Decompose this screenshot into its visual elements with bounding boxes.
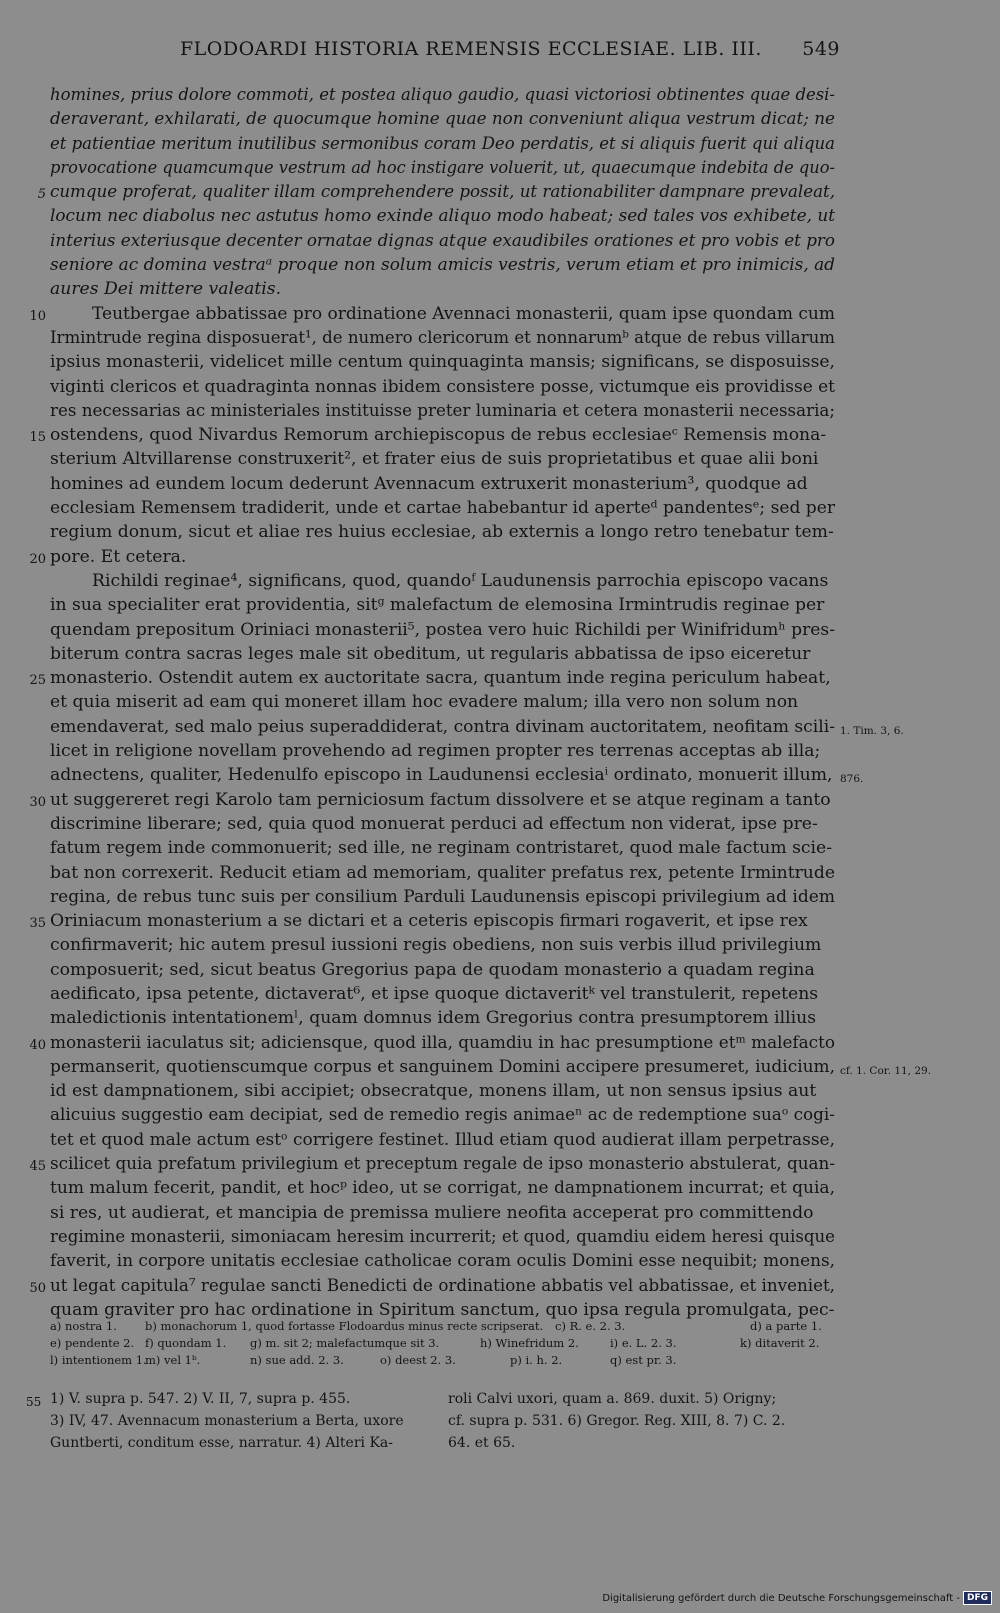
apparatus-entry: l) intentionem 1. bbox=[50, 1353, 147, 1367]
line-text: regimine monasterii, simoniacam heresim incurrerit; et quod, quamdiu eidem heresi quisque bbox=[50, 1226, 835, 1247]
apparatus-entry: e) pendente 2. bbox=[50, 1336, 135, 1350]
line-text: ut suggereret regi Karolo tam perniciosum factum dissolvere et se atque reginam a tanto bbox=[50, 789, 831, 810]
text-line bbox=[50, 132, 835, 156]
text-line bbox=[50, 277, 835, 301]
footnote-left-column: Guntberti, conditum esse, narratur. 4) Alteri Ka- bbox=[50, 1435, 393, 1451]
text-line bbox=[29, 545, 835, 569]
apparatus-line bbox=[50, 1335, 835, 1352]
line-number: 50 bbox=[29, 1280, 46, 1296]
line-text: interius exteriusque decenter ornatae dignas atque exaudibiles orationes et pro vobis et pro bbox=[50, 230, 835, 251]
digitization-credit bbox=[602, 1591, 992, 1605]
line-text: scilicet quia prefatum privilegium et preceptum regale de ipso monasterio abstulerat, quan- bbox=[50, 1154, 835, 1175]
margin-reference: cf. 1. Cor. 11, 29. bbox=[840, 1064, 932, 1077]
page-number: 549 bbox=[802, 38, 840, 60]
text-line bbox=[50, 593, 835, 617]
line-text: maledictionis intentationemˡ, quam domnus idem Gregorius contra presumptorem illius bbox=[50, 1008, 817, 1029]
text-line bbox=[50, 253, 835, 277]
line-number: 10 bbox=[29, 308, 46, 324]
line-text: provocatione quamcumque vestrum ad hoc instigare voluerit, ut, quaecumque indebita de quo- bbox=[50, 157, 835, 178]
line-text: aedificato, ipsa petente, dictaverat⁶, et ipse quoque dictaveritᵏ vel transtulerit, repetens bbox=[50, 983, 819, 1004]
text-line bbox=[50, 763, 864, 787]
line-number: 5 bbox=[37, 187, 46, 203]
line-text: aures Dei mittere valeatis. bbox=[50, 279, 282, 300]
footnote-line bbox=[26, 1388, 835, 1410]
line-text: permanserit, quotienscumque corpus et sanguinem Domini accipere presumeret, iudicium, bbox=[50, 1056, 835, 1077]
line-number: 55 bbox=[26, 1395, 42, 1409]
footnote-right-column: roli Calvi uxori, quam a. 869. duxit. 5) Origny; bbox=[448, 1391, 777, 1407]
apparatus-entry: d) a parte 1. bbox=[750, 1319, 822, 1333]
apparatus-entry: p) i. h. 2. bbox=[510, 1353, 563, 1367]
line-text: homines ad eundem locum dederunt Avennacum extruxerit monasterium³, quodque ad bbox=[50, 473, 808, 494]
text-line bbox=[50, 812, 835, 836]
text-line bbox=[29, 1274, 835, 1298]
text-line bbox=[50, 885, 835, 909]
footnote-right-column: 64. et 65. bbox=[448, 1435, 516, 1451]
line-text: composuerit; sed, sicut beatus Gregorius papa de quodam monasterio a quadam regina bbox=[50, 959, 815, 980]
text-line bbox=[50, 569, 835, 593]
text-line bbox=[50, 690, 835, 714]
line-text: quendam prepositum Oriniaci monasterii⁵, postea vero huic Richildi per Winifridumʰ pres- bbox=[50, 619, 835, 640]
line-text: Teutbergae abbatissae pro ordinatione Avennaci monasterii, quam ipse quondam cum bbox=[92, 303, 835, 324]
line-number: 30 bbox=[29, 794, 46, 810]
text-line bbox=[50, 933, 835, 957]
line-number: 15 bbox=[29, 430, 46, 446]
credit-text: Digitalisierung gefördert durch die Deutsche Forschungsgemeinschaft - bbox=[602, 1592, 960, 1604]
text-line bbox=[29, 909, 835, 933]
text-line bbox=[50, 739, 835, 763]
footnote-line bbox=[50, 1410, 835, 1432]
footnote-right-column: cf. supra p. 531. 6) Gregor. Reg. XIII, 8. 7) C. 2. bbox=[448, 1413, 786, 1429]
line-text: viginti clericos et quadraginta nonnas ibidem consistere posse, victumque eis providisse et bbox=[50, 376, 835, 397]
margin-reference: 1. Tim. 3, 6. bbox=[840, 724, 904, 737]
text-line bbox=[37, 180, 835, 204]
margin-reference: 876. bbox=[840, 773, 864, 786]
text-line bbox=[29, 1152, 835, 1176]
text-line bbox=[50, 472, 835, 496]
text-line bbox=[50, 326, 835, 350]
text-line bbox=[50, 1055, 932, 1079]
text-line bbox=[50, 715, 904, 739]
apparatus-entry: h) Winefridum 2. bbox=[480, 1336, 579, 1350]
footnotes bbox=[26, 1388, 835, 1454]
apparatus-entry: g) m. sit 2; malefactumque sit 3. bbox=[250, 1336, 440, 1350]
text-line bbox=[29, 423, 835, 447]
text-line bbox=[50, 958, 835, 982]
apparatus-line bbox=[50, 1318, 835, 1335]
apparatus-entry: q) est pr. 3. bbox=[610, 1353, 677, 1367]
text-line bbox=[29, 666, 835, 690]
line-text: Oriniacum monasterium a se dictari et a ceteris episcopis firmari rogaverit, et ipse rex bbox=[50, 911, 808, 932]
text-line bbox=[50, 1249, 835, 1273]
line-text: monasterio. Ostendit autem ex auctoritate sacra, quantum inde regina periculum habeat, bbox=[50, 668, 831, 689]
text-line bbox=[50, 204, 835, 228]
text-line bbox=[29, 1031, 835, 1055]
text-line bbox=[29, 302, 835, 326]
text-line bbox=[50, 229, 835, 253]
line-text: seniore ac domina vestraᵃ proque non solum amicis vestris, verum etiam et pro inimicis, ad bbox=[50, 255, 835, 276]
line-text: quam graviter pro hac ordinatione in Spiritum sanctum, quo ipsa regula promulgata, pec- bbox=[50, 1299, 835, 1320]
apparatus-entry: i) e. L. 2. 3. bbox=[610, 1336, 677, 1350]
line-text: confirmaverit; hic autem presul iussioni regis obediens, non suis verbis illud privilegium bbox=[50, 935, 822, 956]
line-number: 25 bbox=[29, 673, 46, 689]
text-line bbox=[50, 642, 835, 666]
text-line bbox=[50, 1006, 835, 1030]
dfg-logo: DFG bbox=[963, 1591, 992, 1605]
line-text: ostendens, quod Nivardus Remorum archiepiscopus de rebus ecclesiaeᶜ Remensis mona- bbox=[50, 425, 827, 446]
line-text: in sua specialiter erat providentia, sitᵍ malefactum de elemosina Irmintrudis reginae per bbox=[50, 595, 825, 616]
text-line bbox=[50, 1103, 835, 1127]
footnote-left-column: 1) V. supra p. 547. 2) V. II, 7, supra p. 455. bbox=[50, 1391, 351, 1407]
line-text: et patientiae meritum inutilibus sermonibus coram Deo perdatis, et si aliquis fuerit qui aliqua bbox=[50, 133, 835, 154]
line-text: Richildi reginae⁴, significans, quod, quandoᶠ Laudunensis parrochia episcopo vacans bbox=[92, 570, 829, 591]
line-text: regina, de rebus tunc suis per consilium Parduli Laudunensis episcopi privilegium ad idem bbox=[50, 886, 835, 907]
line-text: regium donum, sicut et aliae res huius ecclesiae, ab externis a longo retro tenebatur tem- bbox=[50, 522, 834, 543]
text-line bbox=[50, 1201, 835, 1225]
text-line bbox=[50, 982, 835, 1006]
line-text: si res, ut audierat, et mancipia de premissa muliere neofita acceperat pro committendo bbox=[50, 1202, 814, 1223]
text-line bbox=[50, 836, 835, 860]
line-text: tet et quod male actum estᵒ corrigere festinet. Illud etiam quod audierat illam perpetrasse, bbox=[50, 1129, 835, 1150]
line-text: biterum contra sacras leges male sit obeditum, ut regularis abbatissa de ipso eiceretur bbox=[50, 643, 811, 664]
line-text: cumque proferat, qualiter illam comprehendere possit, ut rationabiliter dampnare prevaleat, bbox=[50, 182, 835, 203]
text-line bbox=[50, 375, 835, 399]
apparatus-entry: f) quondam 1. bbox=[145, 1336, 227, 1350]
line-text: ecclesiam Remensem tradiderit, unde et cartae habebantur id aperteᵈ pandentesᵉ; sed per bbox=[50, 498, 835, 519]
line-text: pore. Et cetera. bbox=[50, 546, 187, 567]
text-line bbox=[50, 520, 835, 544]
text-line bbox=[50, 1079, 835, 1103]
text-line bbox=[50, 83, 835, 107]
line-text: monasterii iaculatus sit; adiciensque, quod illa, quamdiu in hac presumptione etᵐ malefacto bbox=[50, 1032, 835, 1053]
text-line bbox=[50, 399, 835, 423]
line-text: locum nec diabolus nec astutus homo exinde aliquo modo habeat; sed tales vos exhibete, ut bbox=[50, 206, 835, 227]
line-number: 40 bbox=[29, 1037, 46, 1053]
apparatus-entry: c) R. e. 2. 3. bbox=[555, 1319, 626, 1333]
footnote-line bbox=[50, 1432, 835, 1454]
text-line bbox=[50, 1176, 835, 1200]
text-line bbox=[29, 788, 835, 812]
line-number: 35 bbox=[29, 916, 46, 932]
apparatus-entry: m) vel 1ᵇ. bbox=[145, 1353, 201, 1367]
text-line bbox=[50, 156, 835, 180]
line-text: faverit, in corpore unitatis ecclesiae catholicae coram oculis Domini esse nequibit; monens, bbox=[50, 1251, 835, 1272]
line-text: tum malum fecerit, pandit, et hocᵖ ideo, ut se corrigat, ne dampnationem incurrat; et quia, bbox=[50, 1178, 835, 1199]
line-text: ut legat capitula⁷ regulae sancti Benedicti de ordinatione abbatis vel abbatissae, et inveniet, bbox=[50, 1275, 835, 1296]
line-text: emendaverat, sed malo peius superaddiderat, contra divinam auctoritatem, neofitam scili- bbox=[50, 716, 835, 737]
line-text: id est dampnationem, sibi accipiet; obsecratque, monens illam, ut non sensus ipsius aut bbox=[50, 1081, 817, 1102]
line-text: discrimine liberare; sed, quia quod monuerat perduci ad effectum non viderat, ipse pre- bbox=[50, 813, 818, 834]
apparatus-entry: a) nostra 1. bbox=[50, 1319, 117, 1333]
main-text bbox=[29, 83, 932, 1322]
text-line bbox=[50, 447, 835, 471]
text-line bbox=[50, 618, 835, 642]
apparatus-entry: o) deest 2. 3. bbox=[380, 1353, 456, 1367]
line-text: sterium Altvillarense construxerit², et frater eius de suis proprietatibus et quae alii boni bbox=[50, 449, 819, 470]
text-line bbox=[50, 861, 835, 885]
line-text: deraverant, exhilarati, de quocumque homine quae non conveniunt aliqua vestrum dicat; ne bbox=[50, 109, 835, 130]
line-text: licet in religione novellam provehendo ad regimen propter res terrenas acceptas ab illa; bbox=[50, 741, 821, 762]
apparatus-entry: k) ditaverit 2. bbox=[740, 1336, 820, 1350]
line-text: bat non correxerit. Reducit etiam ad memoriam, qualiter prefatus rex, petente Irmintrude bbox=[50, 862, 835, 883]
line-number: 45 bbox=[29, 1159, 46, 1175]
line-text: fatum regem inde commonuerit; sed ille, ne reginam contristaret, quod male factum scie- bbox=[50, 838, 833, 859]
line-text: homines, prius dolore commoti, et postea aliquo gaudio, quasi victoriosi obtinentes quae desi- bbox=[50, 85, 835, 105]
line-text: et quia miserit ad eam qui moneret illam hoc evadere malum; illa vero non solum non bbox=[50, 692, 799, 713]
text-line bbox=[50, 496, 835, 520]
footnote-left-column: 3) IV, 47. Avennacum monasterium a Berta, uxore bbox=[50, 1413, 404, 1429]
text-line bbox=[50, 350, 835, 374]
running-title: FLODOARDI HISTORIA REMENSIS ECCLESIAE. LIB. III. bbox=[180, 38, 762, 60]
line-text: adnectens, qualiter, Hedenulfo episcopo in Laudunensi ecclesiaⁱ ordinato, monuerit illum, bbox=[50, 765, 833, 786]
text-line bbox=[50, 107, 835, 131]
line-text: Irmintrude regina disposuerat¹, de numero clericorum et nonnarumᵇ atque de rebus villarum bbox=[50, 327, 835, 348]
text-line bbox=[50, 1225, 835, 1249]
text-line bbox=[50, 1128, 835, 1152]
line-number: 20 bbox=[29, 551, 46, 567]
critical-apparatus bbox=[50, 1318, 835, 1369]
line-text: ipsius monasterii, videlicet mille centum quinquaginta mansis; significans, se disposuisse, bbox=[50, 352, 835, 373]
line-text: alicuius suggestio eam decipiat, sed de remedio regis animaeⁿ ac de redemptione suaᵒ cogi- bbox=[50, 1105, 835, 1126]
line-text: res necessarias ac ministeriales instituisse preter luminaria et cetera monasterii necessaria; bbox=[50, 400, 835, 421]
apparatus-entry: b) monachorum 1, quod fortasse Flodoardus minus recte scripserat. bbox=[145, 1319, 544, 1333]
apparatus-line bbox=[50, 1352, 835, 1369]
apparatus-entry: n) sue add. 2. 3. bbox=[250, 1353, 344, 1367]
